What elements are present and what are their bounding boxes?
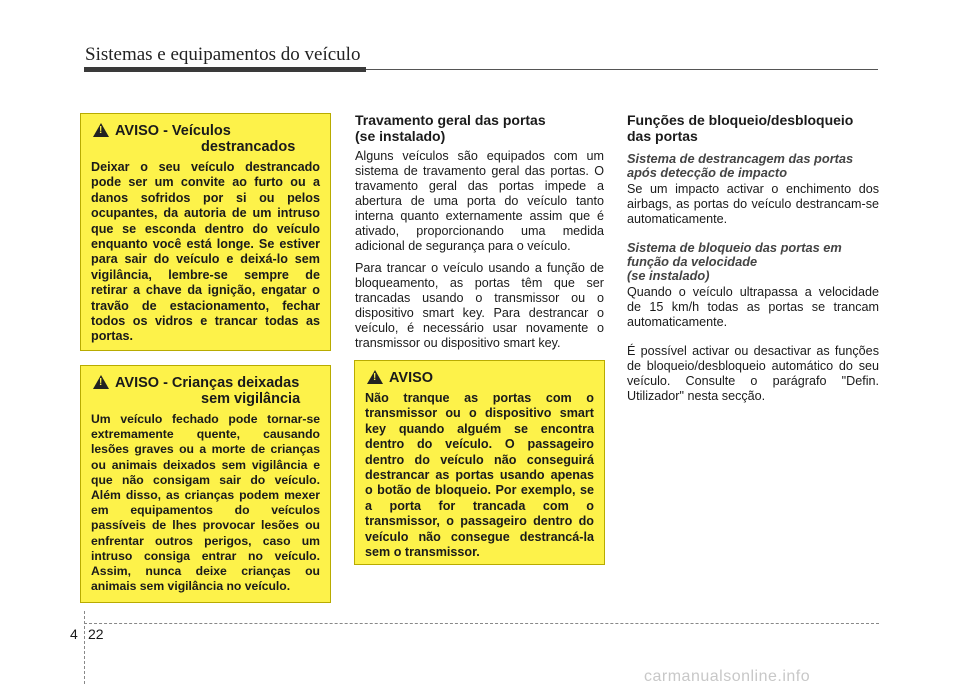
warning-label: AVISO <box>389 370 434 386</box>
sub-line1: Sistema de bloqueio das portas em <box>627 240 842 255</box>
footer-divider <box>84 611 86 684</box>
middle-column <box>355 112 604 358</box>
warning-title-line1: - Crianças deixadas <box>163 375 300 391</box>
subsection-heading <box>627 241 879 283</box>
warning-body: Não tranque as portas com o transmissor ou o dispositivo smart key quando alguém se encontra dentro do veículo. O passageiro dentro do veículo não conseguirá destrancar as portas usando apenas o botão de bloqueio. Por exemplo, se a porta for trancada com o transmissor, o passageiro dentro do veículo não consegue destrancá-la sem o transmissor. <box>365 391 594 560</box>
watermark: carmanualsonline.info <box>644 668 811 685</box>
warning-title-line1: - Veículos <box>163 123 231 139</box>
warning-title-line2: sem vigilância <box>201 391 301 407</box>
warning-heading <box>91 375 320 407</box>
warning-box-unlocked-vehicles <box>80 113 331 351</box>
section-heading <box>355 112 604 144</box>
paragraph: Para trancar o veículo usando a função de bloqueamento, as portas têm que ser trancadas usando o transmissor ou o dispositivo smart key. Para destrancar o veículo, é necessário usar novamente o transmissor ou dispositivo smart key. <box>355 261 604 350</box>
warning-label: AVISO <box>115 375 160 391</box>
footer-rule <box>84 623 879 625</box>
paragraph: Alguns veículos são equipados com um sistema de travamento geral das portas. O travamento geral das portas impede a abertura de uma porta do veículo tanto interna quanto externamente assim que é ativado, proporcionando uma medida adicional de segurança para o veículo. <box>355 149 604 253</box>
sub-line1: Sistema de destrancagem das portas <box>627 151 854 166</box>
sub-line2: função da velocidade <box>627 254 758 269</box>
subsection-heading <box>627 152 879 180</box>
heading-line2: (se instalado) <box>355 128 446 144</box>
warning-triangle-icon: ! <box>93 375 109 389</box>
warning-heading <box>91 123 320 155</box>
paragraph: Se um impacto activar o enchimento dos airbags, as portas do veículo destrancam-se automaticamente. <box>627 182 879 226</box>
warning-title-line2: destrancados <box>201 139 296 155</box>
chapter-number: 4 <box>70 626 78 642</box>
heading-line2: das portas <box>627 128 698 144</box>
warning-triangle-icon: ! <box>93 123 109 137</box>
page-number: 22 <box>88 626 104 642</box>
header-rule <box>366 69 878 70</box>
section-heading <box>627 112 879 144</box>
right-column <box>627 112 879 411</box>
header-bar <box>84 67 366 72</box>
warning-body: Um veículo fechado pode tornar-se extremamente quente, causando lesões graves ou a morte de crianças ou animais deixados sem vigilância e que não consigam sair do veículo. Além disso, as crianças podem mexer em equipamentos do veículos passíveis de lhes provocar lesões ou enfrentar outros perigos, caso um intruso consiga entrar no veículo. Assim, nunca deixe crianças ou animais sem vigilância no veículo. <box>91 412 320 594</box>
warning-triangle-icon: ! <box>367 370 383 384</box>
sub-line3: (se instalado) <box>627 268 710 283</box>
page-header-title: Sistemas e equipamentos do veículo <box>85 44 361 65</box>
warning-label: AVISO <box>115 123 160 139</box>
sub-line2: após detecção de impacto <box>627 165 788 180</box>
warning-body: Deixar o seu veículo destrancado pode ser um convite ao furto ou a danos sofridos por si ou pelos ocupantes, da autoria de um intruso que se esconda dentro do veículo enquanto você está longe. Se estiver para sair do veículo e deixá-lo sem vigilância, lembre-se sempre de retirar a chave da ignição, engatar o travão de estacionamento, fechar todos os vidros e trancar todas as portas. <box>91 160 320 344</box>
warning-heading <box>365 370 594 386</box>
heading-line1: Travamento geral das portas <box>355 112 546 128</box>
warning-box-lock-with-passenger <box>354 360 605 565</box>
paragraph: É possível activar ou desactivar as funções de bloqueio/desbloqueio automático do seu veículo. Consulte o parágrafo "Defin. Utilizador" nesta secção. <box>627 344 879 403</box>
warning-box-unattended-children <box>80 365 331 603</box>
paragraph: Quando o veículo ultrapassa a velocidade de 15 km/h todas as portas se trancam automaticamente. <box>627 285 879 329</box>
heading-line1: Funções de bloqueio/desbloqueio <box>627 112 854 128</box>
